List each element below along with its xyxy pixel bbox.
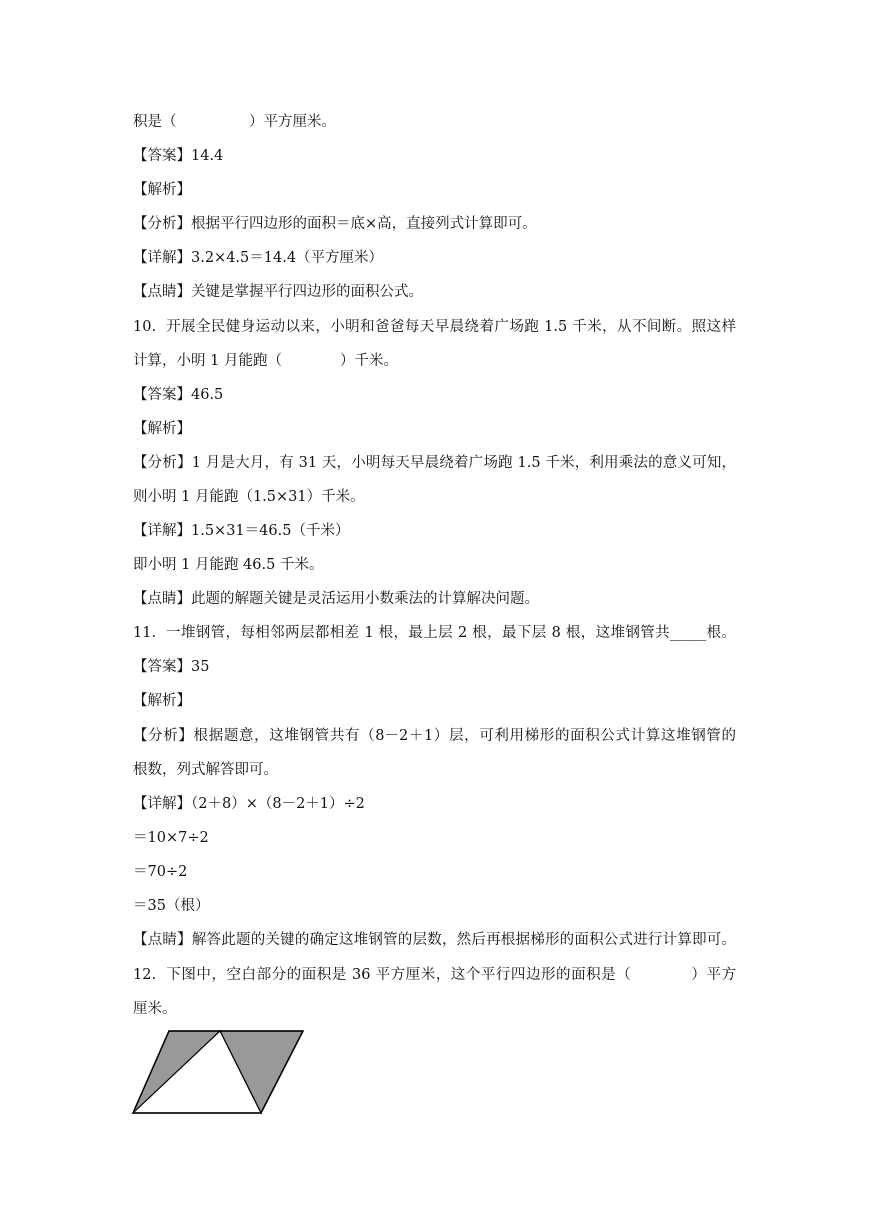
- answer-line: 【答案】35: [133, 659, 210, 675]
- analysis-heading: 【解析】: [133, 421, 191, 437]
- question-12-line-2: 厘米。: [133, 1001, 177, 1017]
- parallelogram-figure: [130, 1027, 308, 1117]
- question-11-line: 11. 一堆钢管，每相邻两层都相差 1 根，最上层 2 根，最下层 8 根，这堆钢管共_____根。: [133, 625, 736, 641]
- answer-line: 【答案】46.5: [133, 387, 224, 403]
- analysis-line-cont: 根数，列式解答即可。: [133, 762, 278, 778]
- calc-step-2: ＝70÷2: [133, 864, 188, 880]
- analysis-heading: 【解析】: [133, 182, 191, 198]
- detail-line: 【详解】1.5×31＝46.5（千米）: [133, 523, 350, 539]
- text-line: 积是（ ）平方厘米。: [133, 114, 336, 130]
- detail-line: 【详解】（2＋8）×（8－2＋1）÷2: [133, 796, 365, 812]
- question-12-line-1: 12. 下图中，空白部分的面积是 36 平方厘米，这个平行四边形的面积是（ ）平方: [133, 967, 736, 983]
- calc-step-3: ＝35（根）: [133, 898, 210, 914]
- analysis-line: 【分析】1 月是大月，有 31 天，小明每天早晨绕着广场跑 1.5 千米，利用乘法的意义可知，: [133, 455, 736, 471]
- detail-line: 【详解】3.2×4.5＝14.4（平方厘米）: [133, 250, 384, 266]
- key-point-line: 【点睛】解答此题的关键的确定这堆钢管的层数，然后再根据梯形的面积公式进行计算即可。: [133, 932, 736, 948]
- analysis-line: 【分析】根据题意，这堆钢管共有（8－2＋1）层，可利用梯形的面积公式计算这堆钢管的: [133, 728, 736, 744]
- calc-step-1: ＝10×7÷2: [133, 830, 209, 846]
- key-point-line: 【点睛】关键是掌握平行四边形的面积公式。: [133, 284, 423, 300]
- detail-line-cont: 即小明 1 月能跑 46.5 千米。: [133, 557, 324, 573]
- analysis-heading: 【解析】: [133, 693, 191, 709]
- question-10-line-2: 计算，小明 1 月能跑（ ）千米。: [133, 353, 398, 369]
- analysis-line: 【分析】根据平行四边形的面积＝底×高，直接列式计算即可。: [133, 216, 537, 232]
- answer-line: 【答案】14.4: [133, 148, 224, 164]
- analysis-line-cont: 则小明 1 月能跑（1.5×31）千米。: [133, 489, 365, 505]
- question-10-line-1: 10. 开展全民健身运动以来，小明和爸爸每天早晨绕着广场跑 1.5 千米，从不间断。照这样: [133, 319, 736, 335]
- key-point-line: 【点睛】此题的解题关键是灵活运用小数乘法的计算解决问题。: [133, 591, 539, 607]
